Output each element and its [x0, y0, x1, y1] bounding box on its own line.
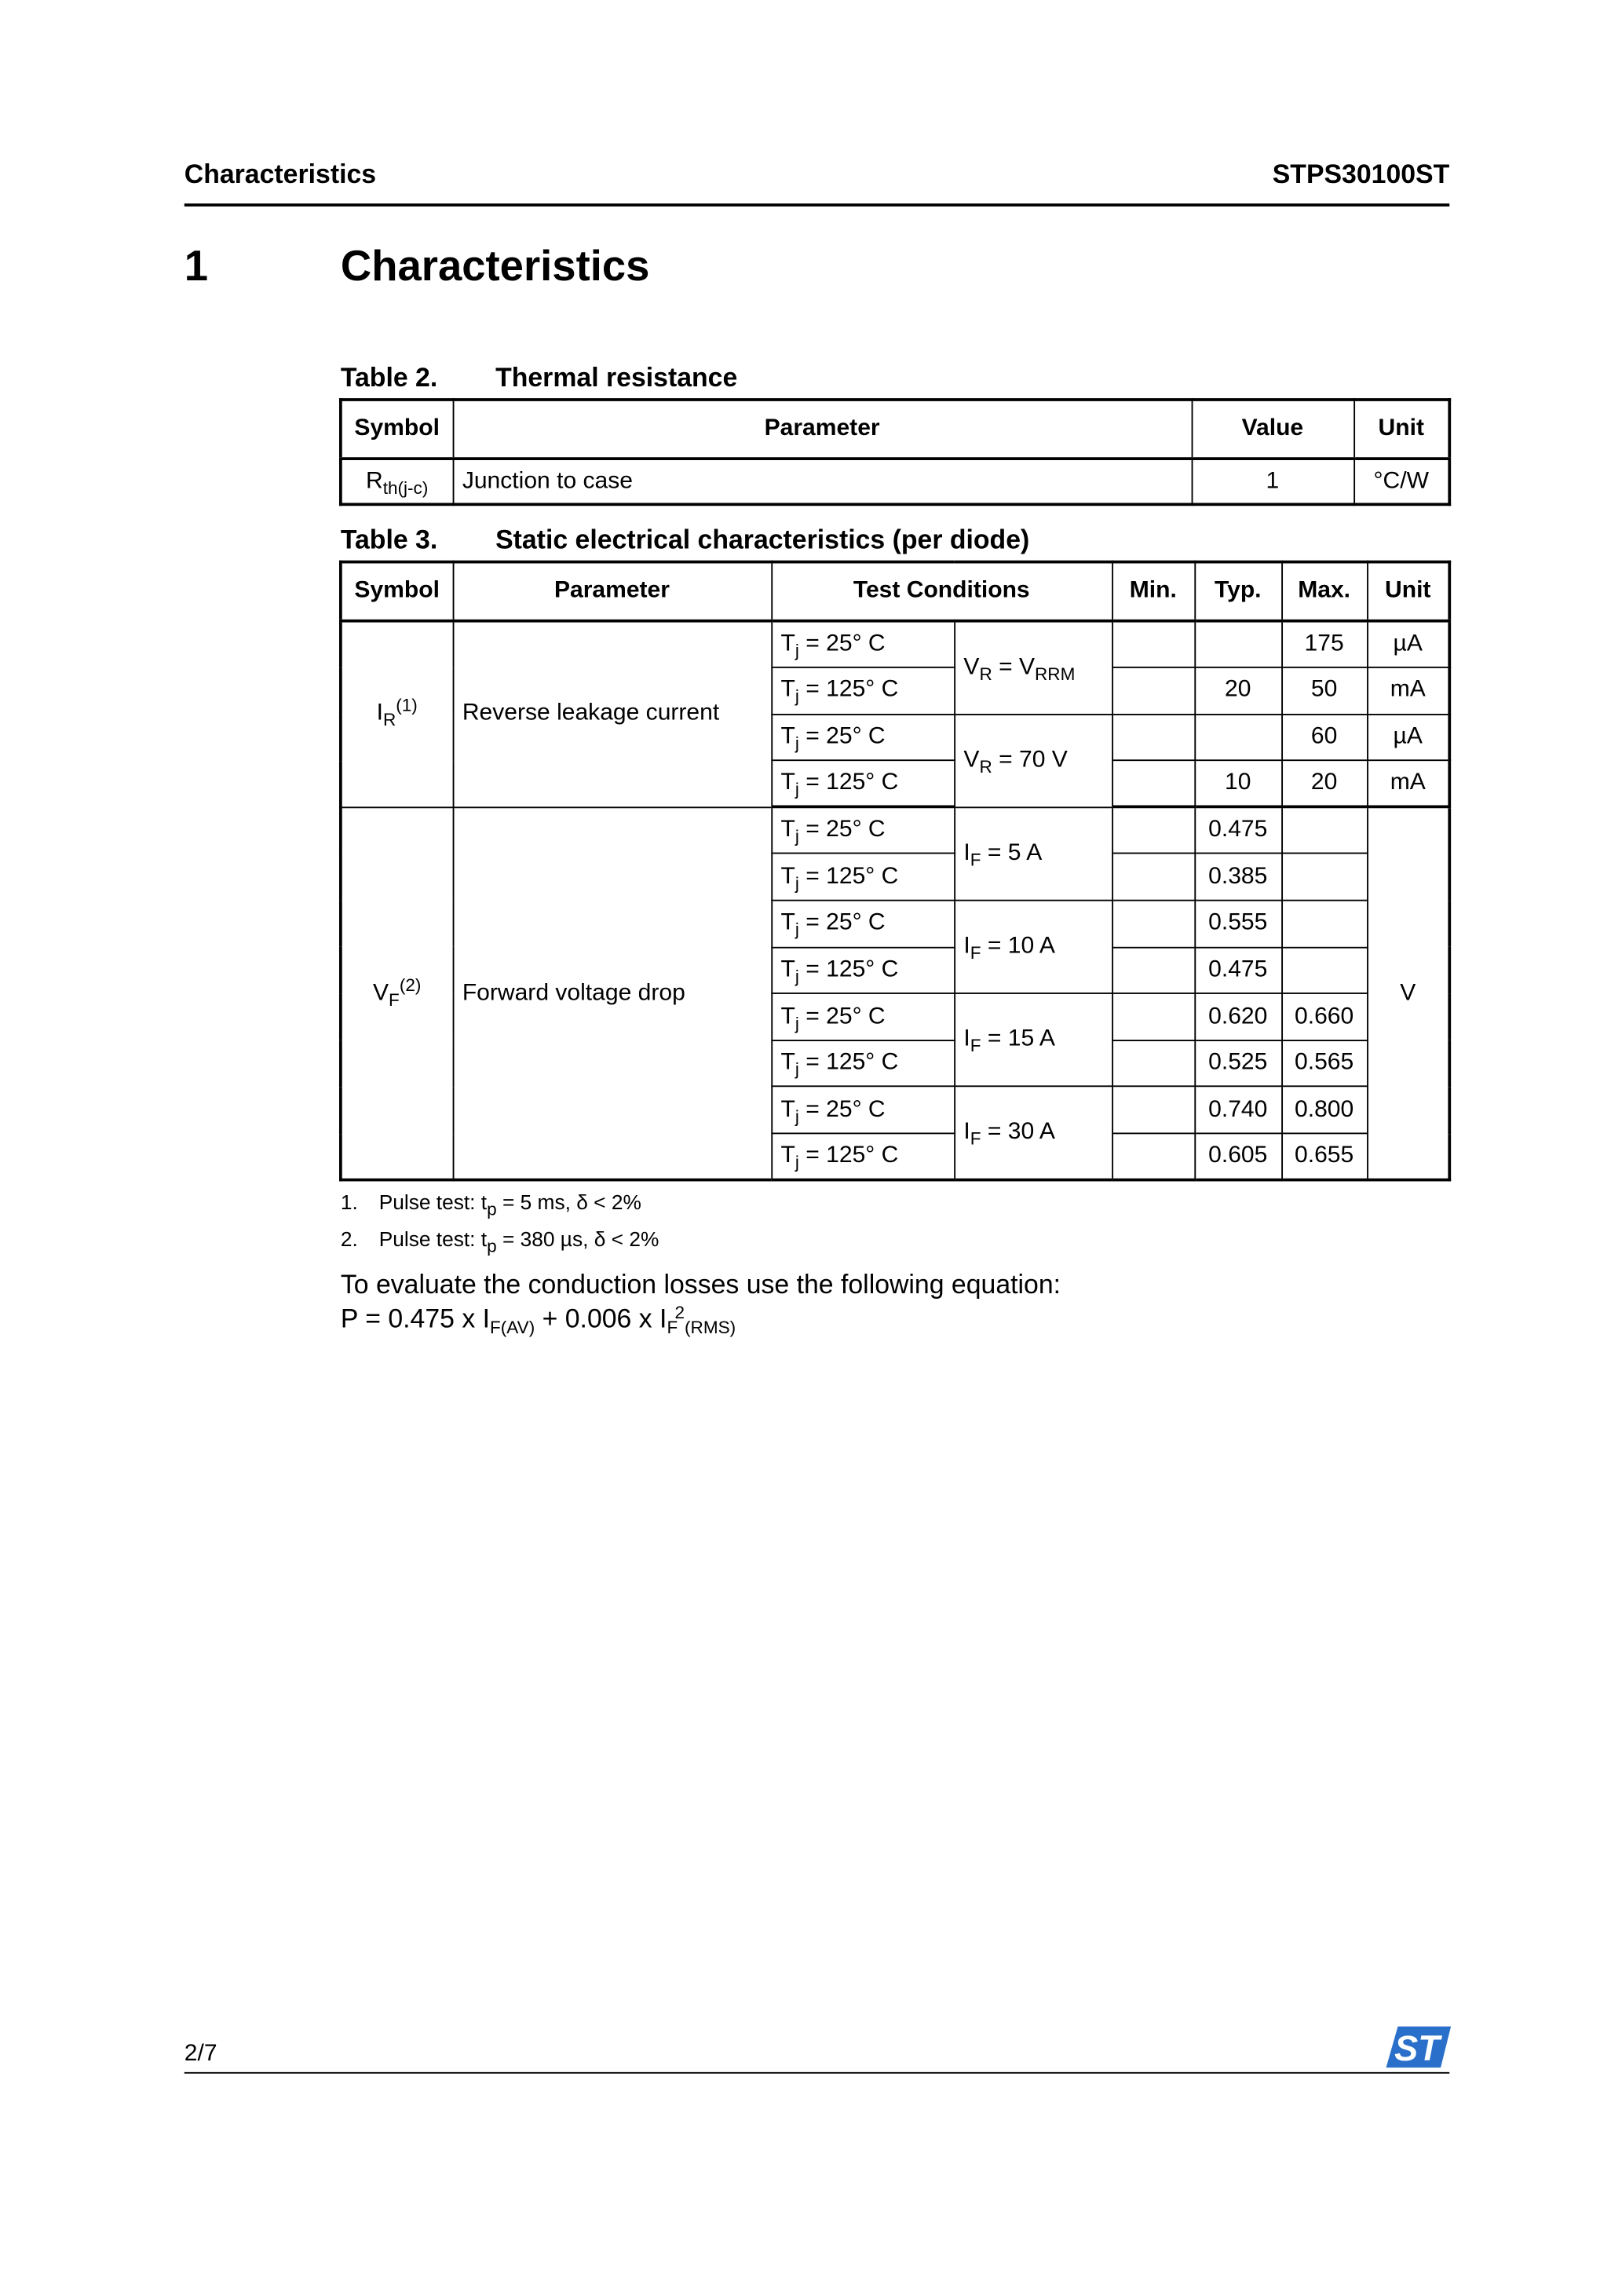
column-header: Symbol	[341, 400, 453, 459]
footnote-1-number: 1.	[340, 1190, 358, 1214]
condition-sub: R	[979, 663, 992, 685]
column-header: Symbol	[341, 562, 453, 621]
min-cell	[1112, 1133, 1194, 1179]
table-row	[341, 459, 1449, 504]
column-header: Typ.	[1194, 562, 1281, 621]
tj-sub: j	[795, 686, 799, 707]
typ-cell: 0.740	[1194, 1087, 1281, 1133]
tj-condition-cell	[771, 854, 954, 900]
condition-sub: F	[970, 942, 981, 963]
column-header: Unit	[1367, 562, 1449, 621]
min-cell	[1112, 807, 1194, 854]
st-logo-icon	[1386, 2027, 1452, 2068]
table2-label: Table 2.	[340, 363, 438, 393]
max-cell: 60	[1281, 714, 1367, 760]
tj-sub: j	[795, 1152, 799, 1173]
min-cell	[1112, 761, 1194, 807]
symbol-footnote-ref: (2)	[399, 974, 422, 995]
typ-cell: 0.620	[1194, 993, 1281, 1040]
unit-cell: V	[1367, 807, 1449, 1180]
condition-main: V	[963, 747, 980, 773]
min-cell	[1112, 854, 1194, 900]
footnote-text: Pulse test: t	[378, 1190, 488, 1214]
tj-value: = 25° C	[798, 724, 886, 750]
max-cell: 20	[1281, 761, 1367, 807]
symbol-main: V	[373, 980, 389, 1005]
header-section: Characteristics	[184, 159, 377, 189]
page-number: 2/7	[184, 2041, 217, 2067]
typ-cell: 0.475	[1194, 947, 1281, 993]
max-cell: 0.655	[1281, 1133, 1367, 1179]
min-cell	[1112, 667, 1194, 714]
typ-cell: 20	[1194, 667, 1281, 714]
symbol-cell	[341, 621, 453, 807]
condition-main: V	[963, 654, 980, 680]
tj-value: = 25° C	[798, 910, 886, 936]
tj-value: = 25° C	[798, 817, 886, 843]
max-cell	[1281, 807, 1367, 854]
tj-condition-cell	[771, 947, 954, 993]
tj-symbol: T	[780, 724, 795, 750]
condition-sub: F	[970, 1036, 981, 1057]
eq-sub: F(AV)	[490, 1317, 535, 1338]
tj-sub: j	[795, 872, 799, 894]
header-part-number: STPS30100ST	[1272, 159, 1450, 189]
table3-label: Table 3.	[340, 525, 438, 555]
condition-rest: = 70 V	[992, 747, 1068, 773]
table-row	[341, 807, 1449, 854]
section-number: 1	[184, 243, 209, 291]
column-header: Min.	[1112, 562, 1194, 621]
footnote-2	[378, 1227, 659, 1257]
tj-condition-cell	[771, 1087, 954, 1133]
test-condition-cell	[954, 993, 1112, 1087]
parameter-cell: Junction to case	[453, 459, 1192, 504]
eq-sup: 2	[674, 1302, 685, 1323]
tj-sub: j	[795, 1012, 799, 1033]
eq-sub: F	[667, 1317, 678, 1338]
thermal-resistance-table	[339, 398, 1451, 506]
unit-cell: µA	[1367, 621, 1449, 667]
symbol-main: R	[366, 468, 383, 494]
tj-sub: j	[795, 779, 799, 800]
eq-part: + 0.006 x I	[535, 1303, 667, 1333]
symbol-footnote-ref: (1)	[396, 695, 418, 716]
symbol-sub: R	[382, 710, 396, 731]
tj-sub: j	[795, 640, 799, 661]
min-cell	[1112, 714, 1194, 760]
conduction-loss-equation	[340, 1302, 736, 1338]
condition-sub: F	[970, 849, 981, 871]
footnote-text: = 5 ms, δ < 2%	[496, 1190, 641, 1214]
tj-value: = 125° C	[798, 1143, 899, 1168]
parameter-cell: Reverse leakage current	[453, 621, 772, 807]
column-header: Test Conditions	[771, 562, 1112, 621]
st-logo	[1386, 2027, 1452, 2068]
symbol-cell	[341, 459, 453, 504]
tj-symbol: T	[780, 817, 795, 843]
condition-main: I	[963, 1026, 970, 1052]
unit-cell: °C/W	[1353, 459, 1449, 504]
tj-value: = 125° C	[798, 864, 899, 890]
footnote-sub: p	[487, 1235, 497, 1257]
tj-value: = 25° C	[798, 631, 886, 656]
test-condition-cell	[954, 714, 1112, 807]
tj-symbol: T	[780, 1050, 795, 1076]
tj-value: = 25° C	[798, 1004, 886, 1029]
tj-condition-cell	[771, 667, 954, 714]
column-header: Unit	[1353, 400, 1449, 459]
max-cell	[1281, 947, 1367, 993]
tj-symbol: T	[780, 910, 795, 936]
symbol-main: I	[376, 700, 383, 726]
unit-cell: mA	[1367, 761, 1449, 807]
typ-cell: 0.525	[1194, 1040, 1281, 1087]
tj-condition-cell	[771, 761, 954, 807]
min-cell	[1112, 901, 1194, 947]
unit-cell: µA	[1367, 714, 1449, 760]
condition-main: I	[963, 934, 970, 960]
tj-value: = 125° C	[798, 677, 899, 703]
max-cell: 50	[1281, 667, 1367, 714]
tj-symbol: T	[780, 864, 795, 890]
condition-rest: = 10 A	[981, 934, 1055, 960]
min-cell	[1112, 1087, 1194, 1133]
symbol-cell	[341, 807, 453, 1180]
tj-condition-cell	[771, 1133, 954, 1179]
typ-cell	[1194, 714, 1281, 760]
tj-condition-cell	[771, 901, 954, 947]
tj-sub: j	[795, 1058, 799, 1080]
section-title: Characteristics	[340, 243, 650, 291]
max-cell	[1281, 854, 1367, 900]
static-electrical-characteristics-table	[339, 561, 1451, 1182]
unit-cell: mA	[1367, 667, 1449, 714]
typ-cell: 0.385	[1194, 854, 1281, 900]
footnote-text: = 380 µs, δ < 2%	[496, 1227, 659, 1251]
tj-condition-cell	[771, 714, 954, 760]
condition-main: I	[963, 840, 970, 866]
table-header-row	[341, 562, 1449, 621]
footnote-sub: p	[487, 1198, 497, 1220]
tj-sub: j	[795, 826, 799, 847]
svg-text:ST: ST	[1394, 2027, 1440, 2068]
min-cell	[1112, 947, 1194, 993]
table-header-row	[341, 400, 1449, 459]
tj-value: = 125° C	[798, 1050, 899, 1076]
tj-symbol: T	[780, 1096, 795, 1122]
tj-condition-cell	[771, 621, 954, 667]
column-header: Parameter	[453, 400, 1192, 459]
test-condition-cell	[954, 807, 1112, 901]
tj-symbol: T	[780, 956, 795, 982]
tj-symbol: T	[780, 677, 795, 703]
column-header: Max.	[1281, 562, 1367, 621]
tj-value: = 125° C	[798, 956, 899, 982]
footer-rule	[184, 2072, 1449, 2074]
typ-cell: 0.605	[1194, 1133, 1281, 1179]
equation-intro: To evaluate the conduction losses use the following equation:	[340, 1270, 1061, 1300]
condition-rest: = 5 A	[981, 840, 1043, 866]
footnote-2-number: 2.	[340, 1227, 358, 1251]
table3-title: Static electrical characteristics (per diode)	[495, 525, 1030, 555]
tj-condition-cell	[771, 1040, 954, 1087]
condition-rest: = V	[992, 654, 1036, 680]
min-cell	[1112, 1040, 1194, 1087]
condition-main: I	[963, 1120, 970, 1146]
tj-symbol: T	[780, 1143, 795, 1168]
tj-sub: j	[795, 919, 799, 941]
test-condition-cell	[954, 901, 1112, 994]
min-cell	[1112, 621, 1194, 667]
tj-symbol: T	[780, 1004, 795, 1029]
max-cell: 175	[1281, 621, 1367, 667]
tj-condition-cell	[771, 993, 954, 1040]
condition-sub: R	[979, 756, 992, 777]
tj-sub: j	[795, 966, 799, 987]
column-header: Parameter	[453, 562, 772, 621]
typ-cell	[1194, 621, 1281, 667]
parameter-cell: Forward voltage drop	[453, 807, 772, 1180]
max-cell	[1281, 901, 1367, 947]
column-header: Value	[1192, 400, 1354, 459]
max-cell: 0.660	[1281, 993, 1367, 1040]
condition-sub: F	[970, 1128, 981, 1150]
footnote-1	[378, 1190, 641, 1220]
tj-sub: j	[795, 1106, 799, 1127]
tj-value: = 25° C	[798, 1096, 886, 1122]
eq-sub: (RMS)	[685, 1317, 736, 1338]
eq-part: P = 0.475 x I	[340, 1303, 491, 1333]
footnote-text: Pulse test: t	[378, 1227, 488, 1251]
max-cell: 0.565	[1281, 1040, 1367, 1087]
tj-condition-cell	[771, 807, 954, 854]
table2-title: Thermal resistance	[495, 363, 738, 393]
tj-sub: j	[795, 733, 799, 754]
condition-rest: = 30 A	[981, 1120, 1055, 1146]
symbol-sub: F	[389, 989, 400, 1010]
table-row	[341, 621, 1449, 667]
test-condition-cell	[954, 621, 1112, 715]
symbol-sub: th(j-c)	[382, 477, 429, 498]
test-condition-cell	[954, 1087, 1112, 1180]
typ-cell: 0.555	[1194, 901, 1281, 947]
min-cell	[1112, 993, 1194, 1040]
max-cell: 0.800	[1281, 1087, 1367, 1133]
typ-cell: 0.475	[1194, 807, 1281, 854]
tj-symbol: T	[780, 631, 795, 656]
condition-rest: = 15 A	[981, 1026, 1055, 1052]
header-rule	[184, 203, 1449, 206]
tj-symbol: T	[780, 770, 795, 795]
typ-cell: 10	[1194, 761, 1281, 807]
value-cell: 1	[1192, 459, 1354, 504]
tj-value: = 125° C	[798, 770, 899, 795]
condition-sub: RRM	[1035, 663, 1076, 685]
